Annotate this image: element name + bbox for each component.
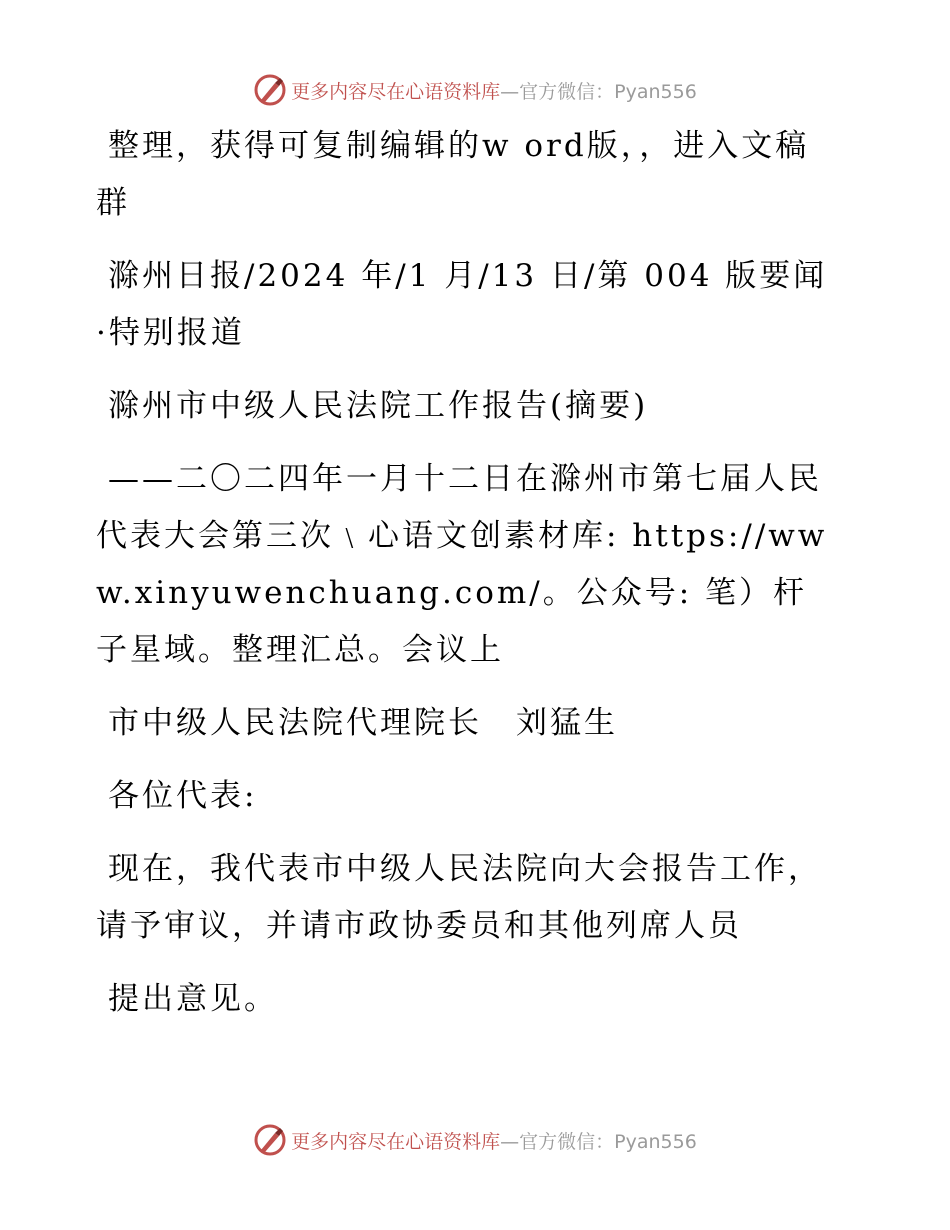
paragraph-opening: 现在，我代表市中级人民法院向大会报告工作，请予审议，并请市政协委员和其他列席人员 <box>96 851 822 944</box>
header-banner-title: 更多内容尽在心语资料库 <box>291 80 501 103</box>
footer-banner-text <box>291 1127 697 1154</box>
document-body <box>96 118 831 1044</box>
paragraph-report-title: 滁州市中级人民法院工作报告(摘要) <box>108 388 649 424</box>
footer-banner-wechat: —官方微信：Pyan556 <box>500 1130 697 1153</box>
paragraph-source: 滁州日报/2024 年/1 月/13 日/第 004 版要闻·特别报道 <box>96 258 828 351</box>
header-banner-wechat: —官方微信：Pyan556 <box>500 80 697 103</box>
paragraph-request: 提出意见。 <box>108 981 278 1017</box>
footer-banner-title: 更多内容尽在心语资料库 <box>291 1130 501 1153</box>
paragraph-presenter: 市中级人民法院代理院长 刘猛生 <box>108 705 618 741</box>
pen-logo-icon <box>253 73 287 107</box>
footer-banner <box>0 1120 950 1160</box>
header-banner <box>0 70 950 110</box>
paragraph-intro: 整理，获得可复制编辑的w ord版，，进入文稿群 <box>96 128 810 221</box>
paragraph-salutation: 各位代表: <box>108 778 258 814</box>
paragraph-meeting: ——二〇二四年一月十二日在滁州市第七届人民代表大会第三次﹨心语文创素材库: https://www.xinyuwenchuang.com/。公众号: 笔）杆子星域。整理汇总。会议上 <box>96 461 828 668</box>
header-banner-text <box>291 77 697 104</box>
pen-logo-icon <box>253 1123 287 1157</box>
